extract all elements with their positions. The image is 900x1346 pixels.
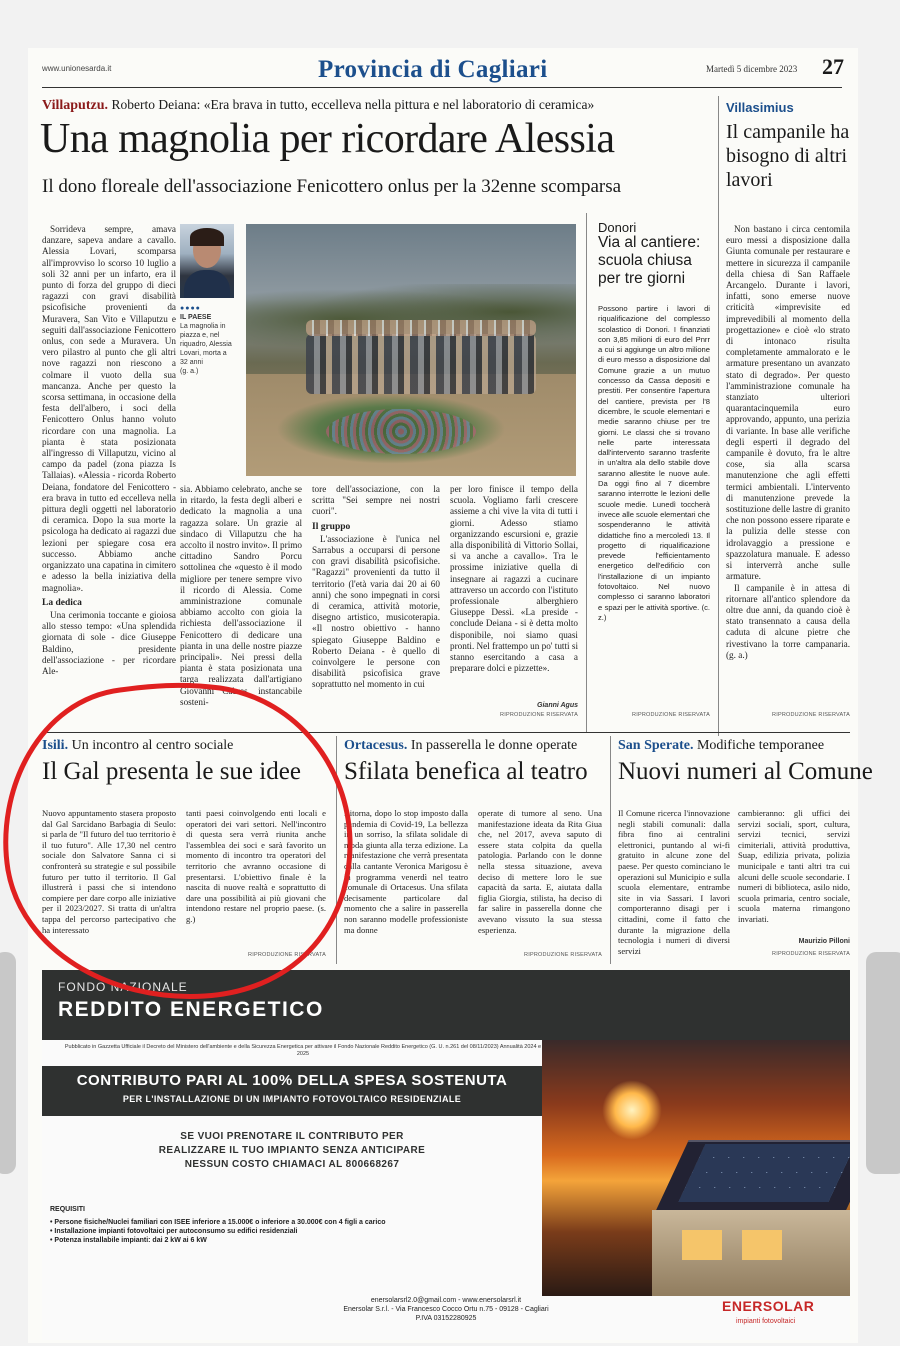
villasimius-repro: RIPRODUZIONE RISERVATA xyxy=(772,712,850,718)
main-signature: Gianni Agus xyxy=(537,702,578,709)
villasimius-headline: Il campanile ha bisogno di altri lavori xyxy=(726,121,850,191)
isili-col-2-text: tanti paesi coinvolgendo enti locali e operatori dei vari settori. Nell'incontro di questa sera verrà riunita anche l'assemblea dei soci e sarà favorito un momento di incontro tra operatori del territorio che avranno occasione di presentarsi. L'obiettivo finale è la nascita di nuove realtà e soprattutto di dare una possibilità ai più giovani che intendono restare nel proprio paese. (s. g.) xyxy=(186,808,326,924)
main-repro: RIPRODUZIONE RISERVATA xyxy=(500,712,578,718)
photo-credit: (g. a.) xyxy=(180,368,199,375)
isili-col-1-text: Nuovo appuntamento stasera proposto dal Gal Sarcidano Barbagia di Seulo: si parla de "Il futuro del tuo territorio è il tuo futuro". Alle 17,30 nel centro sociale don Salvatore Sanna ci si confronterà su strategie e sul possibile futuro per tutto il territorio. Il Gal illustrerà i passi che si intendono compiere per dare corpo alle iniziative per il 2023/2027. Si tratta di un'altra tappa del percorso partecipativo che ha interessato xyxy=(42,808,176,935)
main-headline: Una magnolia per ricordare Alessia xyxy=(40,116,615,162)
ad-contrib-sub: PER L'INSTALLAZIONE DI UN IMPIANTO FOTOVOLTAICO RESIDENZIALE xyxy=(122,1094,462,1104)
sansperate-col-2-text: cambieranno: gli uffici dei servizi sociali, sport, cultura, servizi tecnici, servizi cimiteriali, attività produttiva, Suap, edilizia privata, polizia municipale e tanti altri tra cui alcuni delle scuole secondarie. I numeri di biblioteca, asilo nido, scuola primaria, centro sociale, scuola materna rimangono invariati. xyxy=(738,808,850,924)
site-url: www.unionesarda.it xyxy=(42,64,112,73)
section-title: Provincia di Cagliari xyxy=(318,56,548,83)
sansperate-place: San Sperate. xyxy=(618,738,694,753)
isili-repro: RIPRODUZIONE RISERVATA xyxy=(248,952,326,958)
sansperate-signature: Maurizio Pilloni xyxy=(798,938,850,945)
ad-cta-line2: REALIZZARE IL TUO IMPIANTO SENZA ANTICIPARE xyxy=(158,1145,426,1156)
main-col-2-text: sia. Abbiamo celebrato, anche se in ritardo, la festa degli alberi e dedicato la magnolia a una ragazza solare. Un grazie al sindaco di Villaputzu che ha accolto il nostro invito». Il primo cittadino Sandro Porcu sottolinea che «questo è il modo migliore per tenere sempre vivo il ricordo di Alessia. Come amministrazione comunale abbiamo accolto con gioia la richiesta dell'associazione il Fenicottero di dedicare una pianta in una delle nostre piazze principali». Nei pressi della pianta è stata posizionata una targa realizzata dall'artigiano Giovanni Cabras, instancabile sosteni- xyxy=(180,484,302,707)
ad-fund: FONDO NAZIONALE xyxy=(58,980,188,994)
main-col-3-text: tore dell'associazione, con la scritta "Sei sempre nei nostri cuori". xyxy=(312,484,440,517)
ad-contrib-title: CONTRIBUTO PARI AL 100% DELLA SPESA SOSTENUTA xyxy=(76,1072,508,1089)
ad-title: REDDITO ENERGETICO xyxy=(58,998,324,1021)
isili-headline: Il Gal presenta le sue idee xyxy=(42,758,301,785)
main-subhead-dedica: La dedica xyxy=(42,597,82,608)
main-col-4-text: per loro finisce il tempo della scuola. Vogliamo farli crescere assieme a chi vive la vita di tutti i giorni. Adesso stiamo organizzando escursioni e, grazie alla disponibilità di Vittorio Sollai, si va anche a cavallo». Tra le prossime iniziative quella di insegnare ai ragazzi a cucinare attraverso un accordo con l'istituto professionale alberghiero Giuseppe Dessì. «La preside - conclude Deiana - si è detta molto disponibile, noi siamo quasi pronti. Nel frattempo un po' tutti si stanno esercitando a casa a preparare dolci e pizzette». xyxy=(450,484,578,674)
ad-cta-line3[interactable]: NESSUN COSTO CHIAMACI AL 800668267 xyxy=(184,1159,400,1170)
ad-req-item: • Potenza installabile impianti: dai 2 kW ai 6 kW xyxy=(50,1237,207,1244)
sansperate-headline: Nuovi numeri al Comune xyxy=(618,758,873,785)
main-col-1b-text: Una cerimonia toccante e gioiosa allo stesso tempo: «Una splendida giornata di sole - dice Giuseppe Baldino, presidente dell'associazione - per ricordare Ale- xyxy=(42,609,176,676)
ad-req-item: • Persone fisiche/Nuclei familiari con ISEE inferiore a 15.000€ o inferiore a 30.000€ con 4 figli a carico xyxy=(50,1219,386,1226)
page-number: 27 xyxy=(822,54,844,79)
isili-kicker-text: Un incontro al centro sociale xyxy=(71,738,234,753)
ad-contact-web[interactable]: enersolarsrl2.0@gmail.com - www.enersolarsrl.it xyxy=(370,1297,522,1304)
ad-contact-vat: P.IVA 03152280925 xyxy=(415,1315,477,1322)
donori-body: Possono partire i lavori di riqualificazione del complesso scolastico di Donori. I finanziati con 3,85 milioni di euro del Pnrr a cui si aggiunge un altro milione di euro messo a disposizione dal Comune grazie a un mutuo concesso da Cassa depositi e prestiti. Per consentire l'apertura del cantiere, prevista per l'8 dicembre, le scuole elementari e medie saranno chiuse per tre giorni. Le classi che si trovano nelle parte interessata dall'intervento saranno trasferite in un'altra ala dello stabile dove saranno allestite le nuove aule. Da oggi fino al 7 dicembre saranno interrotte le lezioni delle scuole medie. Lunedì toccherà invece alle scuole elementari che sospenderanno le attività didattiche fino a mercoledì 13. Il progetto di riqualificazione prevede l'efficientamento energetico dell'edificio con l'installazione di un impianto fotovoltaico. Nel nuovo complesso ci saranno laboratori e spazi per le attività sportive. (c. z.) xyxy=(598,304,710,622)
donori-repro: RIPRODUZIONE RISERVATA xyxy=(632,712,710,718)
donori-headline: Via al cantiere: scuola chiusa per tre giorni xyxy=(598,234,701,287)
isili-place: Isili. xyxy=(42,738,69,753)
main-kicker-text: Roberto Deiana: «Era brava in tutto, eccelleva nella pittura e nel laboratorio di ceramica» xyxy=(111,97,595,112)
donori-place: Donori xyxy=(598,220,637,235)
sansperate-repro: RIPRODUZIONE RISERVATA xyxy=(772,951,850,957)
ortacesus-col-1-text: Ritorna, dopo lo stop imposto dalla pandemia di Covid-19, La bellezza in un sorriso, la sfilata solidale di moda giunta alla terza edizione. La manifestazione che verrà presentata dalla cantante Veronica Marigosu è in programma venerdì nel teatro comunale di Ortacesus. Una sfilata decisamente particolare dal momento che a salire in passerella non saranno modelle professioniste ma donne xyxy=(344,808,468,935)
main-kicker-place: Villaputzu. xyxy=(42,98,108,113)
main-subhead-gruppo: Il gruppo xyxy=(312,521,351,532)
ad-contact-address: Enersolar S.r.l. - Via Francesco Cocco Ortu n.75 - 09128 - Cagliari xyxy=(343,1306,549,1313)
ad-req-item: • Installazione impianti fotovoltaici per autoconsumo su edifici residenziali xyxy=(50,1228,298,1235)
ad-gazette: Pubblicato in Gazzetta Ufficiale il Decreto del Ministero dell'ambiente e della Sicurezza Energetica per attivare il Fondo Nazionale Reddito Energetico (G. U. n.261 del 08/11/2023) Annualità 2024 e 2025 xyxy=(64,1044,542,1057)
ad-cta-line1: SE VUOI PRENOTARE IL CONTRIBUTO PER xyxy=(180,1131,404,1142)
ortacesus-repro: RIPRODUZIONE RISERVATA xyxy=(524,952,602,958)
villasimius-body-text: Non bastano i circa centomila euro messi a disposizione dalla Giunta comunale per restaurare e mettere in sicurezza il campanile della chiesa di San Raffaele Arcangelo. Durante i lavori, infatti, sono emerse nuove criticità «imprevisite ed imprevedibili al momento della progettazione» e cioè «lo strato di intonaco risulta completamente ammalorato e le armature presentano un avanzato stato di degrado». Per questo l'amministrazione comunale ha stanziato ulteriori quarantacinquemila euro approvando, appunto, una perizia di variante. In base alle verifiche degli esperti il degrado del campanile è dovuto, fra le altre cose, sia alla scarsa manutenzione che agli effetti termici ambientali. L'intervento di manutenzione prevede la sostituzione delle lastre di granito che non possono essere riparate e la pulizia delle stesse con idrolavaggio a pressione e spazzolatura manuale. E adesso si interverrà anche sulle armature. xyxy=(726,224,850,582)
ad-logo: ENERSOLAR xyxy=(722,1298,815,1314)
photo-caption-tag: IL PAESE xyxy=(180,314,212,321)
ad-logo-sub: impianti fotovoltaici xyxy=(736,1318,796,1325)
sansperate-kicker-text: Modifiche temporanee xyxy=(696,738,825,753)
photo-caption: ●●●● IL PAESE La magnolia in piazza e, nel riquadro, Alessia Lovari, morta a 32 anni (g. a.) xyxy=(180,304,236,376)
ad-req-title: REQUISITI xyxy=(50,1206,86,1213)
issue-date: Martedì 5 dicembre 2023 xyxy=(706,64,798,74)
ortacesus-kicker-text: In passerella le donne operate xyxy=(410,738,578,753)
sansperate-col-1-text: Il Comune ricerca l'innovazione negli stabili comunali: dalla fibra fino ai centralini elettronici, puntando al wi-fi gratuito in alcune zone del paese. Per questo cominciano le operazioni sul Municipio e sulla scuola elementare, entrambe site in via Sassari. I lavori comporteranno disagi per i cittadini, come il fatto che durante la migrazione della tecnologia i numeri di diversi servizi xyxy=(618,808,730,956)
main-col-1-text: Sorrideva sempre, amava danzare, sapeva andare a cavallo. Alessia Lovari, scomparsa all'improvviso lo scorso 10 luglio a soli 32 anni per un infarto, era il punto di forza del gruppo di dieci ragazzi con gravi disabilità psicofisiche provenienti da Muravera, San Vito e Villaputzu e seguiti dall'associazione Fenicottero onlus, con sede a Muravera. Un vero pilastro al punto che gli altri nove ragazzi non riescono a colmare il vuoto della sua mancanza. Anche per questo la scorsa settimana, in occasione della festa dell'albero, i soci della Fenicottero Onlus hanno voluto ricordare con una magnolia. La pianta è stata posizionata all'ingresso di Villaputzu, vicino al campo da padel (zona piazza Is Tallaias). «Alessia - ricorda Roberto Deiana, fondatore del Fenicottero - era brava in tutto ed eccelleva nella pittura degli oggetti nel laboratorio di ceramica. Dopo la sua morte la psicologa ha dedicato ai ragazzi due lezioni per spiegare cosa era successo. Abbiamo anche organizzato una capatina in cimitero e adesso la bella iniziativa della magnolia». xyxy=(42,224,176,593)
ortacesus-place: Ortacesus. xyxy=(344,738,408,753)
villasimius-place: Villasimius xyxy=(726,100,794,115)
photo-caption-text: La magnolia in piazza e, nel riquadro, Alessia Lovari, morta a 32 anni xyxy=(180,323,232,366)
villasimius-body-b: Il campanile è in attesa di ritornare all'antico splendore da oltre due anni, da quando cioè è stato transennato a causa della caduta di alcune pietre che rivestivano la torre campanaria. (g. a.) xyxy=(726,582,850,660)
ortacesus-col-2-text: operate di tumore al seno. Una manifestazione ideata da Rita Giua che, nel 2017, aveva saputo di essere stata colpita da quella patologia. Parlando con le donne nella stessa situazione, aveva deciso di mettere loro le sue capacità da sarta. E, aiutata dalla figlia Giorgia, stilista, ha deciso di far salire in passerella donne che avevano vissuto la sua stessa esperienza. xyxy=(478,808,602,935)
ortacesus-headline: Sfilata benefica al teatro xyxy=(344,758,588,785)
main-col-3b-text: L'associazione è l'unica nel Sarrabus a occuparsi di persone con gravi disabilità psicofisiche. "Ragazzi" provenienti da tutto il territorio (l'età varia dai 20 ai 60 anni) che sono impegnati in corsi di ceramica, attività motorie, disegno artistico, musicoterapia. «Il nostro obiettivo - hanno spiegato Giuseppe Baldino e Roberto Deiana - è quello di coinvolgere le persone con disabilità psicofisica grave soprattutto nel momento in cui xyxy=(312,533,440,690)
main-subheadline: Il dono floreale dell'associazione Fenicottero onlus per la 32enne scomparsa xyxy=(42,176,622,197)
